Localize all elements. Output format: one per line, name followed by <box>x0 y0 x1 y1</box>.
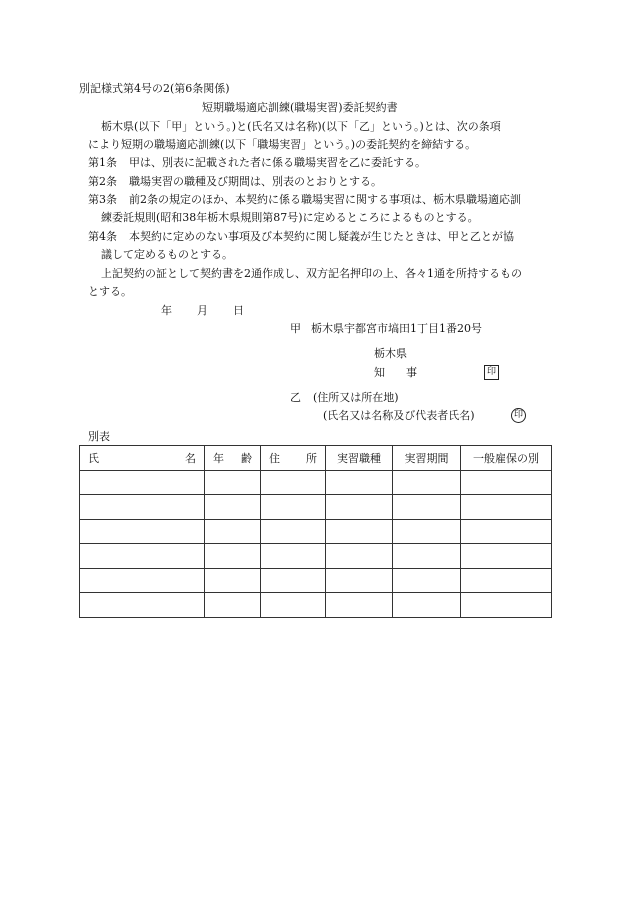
cell-job-type[interactable] <box>326 544 393 569</box>
cell-age[interactable] <box>205 519 261 544</box>
party-a-title-left: 知 <box>374 366 385 379</box>
cell-job-type[interactable] <box>326 519 393 544</box>
cell-period[interactable] <box>393 593 461 618</box>
trainee-table <box>79 445 552 618</box>
article-text: 本契約に定めのない事項及び本契約に関し疑義が生じたときは、甲と乙とが協 <box>129 230 514 243</box>
cell-insurance[interactable] <box>461 495 552 520</box>
document-title: 短期職場適応訓練(職場実習)委託契約書 <box>202 101 398 114</box>
header-address: 住 所 <box>261 446 326 471</box>
party-b-label: 乙 <box>290 391 301 404</box>
cell-name[interactable] <box>80 544 205 569</box>
header-job-type: 実習職種 <box>326 446 393 471</box>
table-row <box>80 568 552 593</box>
table-row <box>80 519 552 544</box>
table-row <box>80 544 552 569</box>
cell-address[interactable] <box>261 593 326 618</box>
party-b-address: (住所又は所在地) <box>313 391 399 404</box>
cell-insurance[interactable] <box>461 544 552 569</box>
cell-age[interactable] <box>205 544 261 569</box>
cell-period[interactable] <box>393 519 461 544</box>
cell-period[interactable] <box>393 568 461 593</box>
party-a-label: 甲 <box>290 322 301 335</box>
party-a-name: 栃木県 <box>374 347 407 360</box>
header-period: 実習期間 <box>393 446 461 471</box>
cell-job-type[interactable] <box>326 470 393 495</box>
article-number: 第4条 <box>88 230 117 243</box>
article-text: 職場実習の職種及び期間は、別表のとおりとする。 <box>129 175 382 188</box>
table-caption: 別表 <box>88 430 110 443</box>
header-age: 年 齢 <box>205 446 261 471</box>
article-number: 第1条 <box>88 156 117 169</box>
article-text-continued: 練委託規則(昭和38年栃木県規則第87号)に定めるところによるものとする。 <box>101 211 479 224</box>
cell-insurance[interactable] <box>461 470 552 495</box>
header-insurance: 一般雇保の別 <box>461 446 552 471</box>
cell-period[interactable] <box>393 495 461 520</box>
preamble-line-2: により短期の職場適応訓練(以下「職場実習」という。)の委託契約を締結する。 <box>88 138 477 151</box>
cell-age[interactable] <box>205 495 261 520</box>
cell-insurance[interactable] <box>461 568 552 593</box>
cell-age[interactable] <box>205 470 261 495</box>
cell-address[interactable] <box>261 544 326 569</box>
cell-insurance[interactable] <box>461 519 552 544</box>
article-text: 前2条の規定のほか、本契約に係る職場実習に関する事項は、栃木県職場適応訓 <box>129 193 521 206</box>
cell-name[interactable] <box>80 495 205 520</box>
cell-address[interactable] <box>261 470 326 495</box>
cell-name[interactable] <box>80 519 205 544</box>
date-month: 月 <box>197 304 208 317</box>
cell-job-type[interactable] <box>326 593 393 618</box>
party-a-seal: 印 <box>484 365 499 380</box>
form-reference: 別記様式第4号の2(第6条関係) <box>79 82 230 95</box>
cell-job-type[interactable] <box>326 568 393 593</box>
party-b-name: (氏名又は名称及び代表者氏名) <box>323 409 475 422</box>
date-day: 日 <box>233 304 244 317</box>
article-number: 第2条 <box>88 175 117 188</box>
article-number: 第3条 <box>88 193 117 206</box>
table-row <box>80 593 552 618</box>
cell-name[interactable] <box>80 470 205 495</box>
party-b-seal: 印 <box>511 408 526 423</box>
header-name: 氏 名 <box>80 446 205 471</box>
cell-address[interactable] <box>261 495 326 520</box>
closing-line-2: とする。 <box>88 285 132 298</box>
cell-insurance[interactable] <box>461 593 552 618</box>
cell-period[interactable] <box>393 544 461 569</box>
table-header-row <box>80 446 552 471</box>
cell-address[interactable] <box>261 568 326 593</box>
date-year: 年 <box>161 304 172 317</box>
cell-age[interactable] <box>205 568 261 593</box>
cell-age[interactable] <box>205 593 261 618</box>
cell-name[interactable] <box>80 568 205 593</box>
cell-job-type[interactable] <box>326 495 393 520</box>
party-a-title-right: 事 <box>406 366 417 379</box>
party-a-address: 栃木県宇都宮市塙田1丁目1番20号 <box>311 322 482 335</box>
preamble-line-1: 栃木県(以下「甲」という。)と(氏名又は名称)(以下「乙」という。)とは、次の条項 <box>101 120 501 133</box>
closing-line-1: 上記契約の証として契約書を2通作成し、双方記名押印の上、各々1通を所持するもの <box>101 267 522 280</box>
cell-address[interactable] <box>261 519 326 544</box>
article-text-continued: 議して定めるものとする。 <box>101 248 233 261</box>
cell-name[interactable] <box>80 593 205 618</box>
article-text: 甲は、別表に記載された者に係る職場実習を乙に委託する。 <box>129 156 426 169</box>
table-row <box>80 470 552 495</box>
cell-period[interactable] <box>393 470 461 495</box>
table-row <box>80 495 552 520</box>
